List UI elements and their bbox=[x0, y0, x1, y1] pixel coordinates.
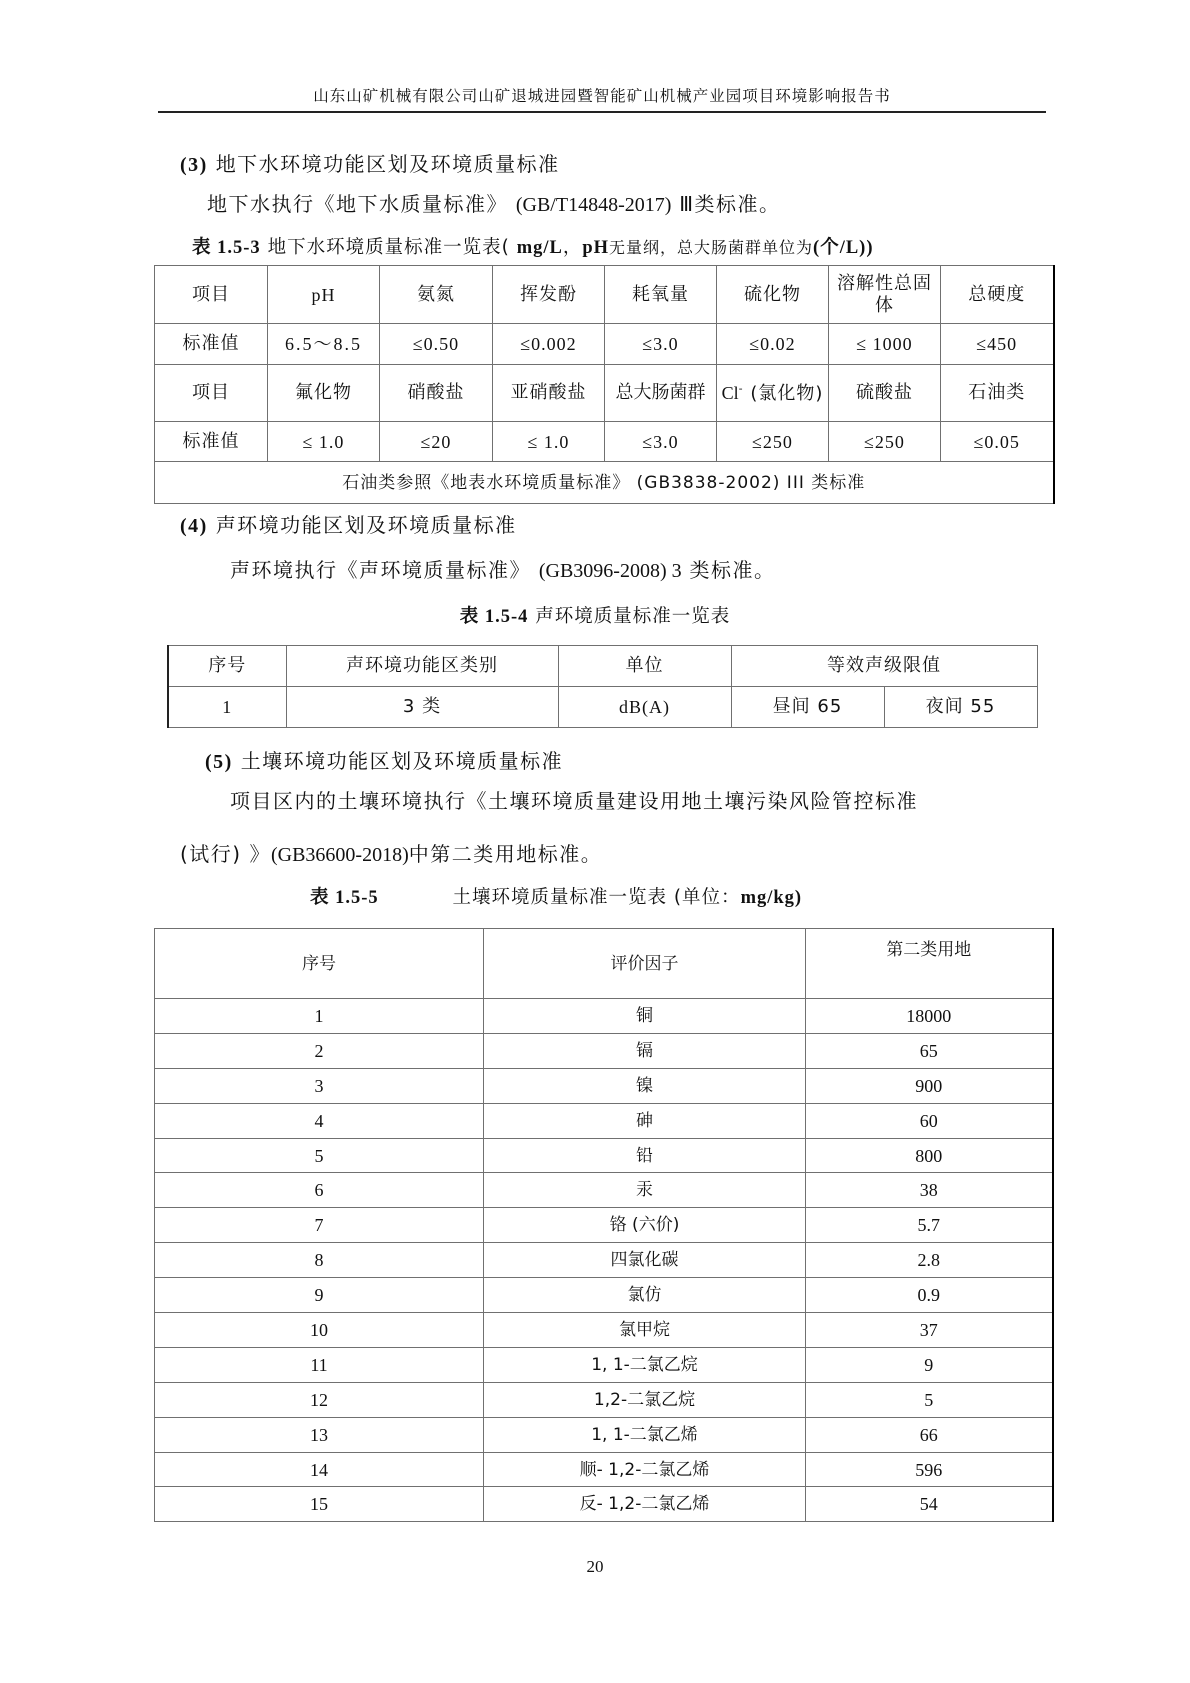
table-1-caption-paren: ( bbox=[501, 237, 510, 258]
value-cell: 0.9 bbox=[806, 1278, 1053, 1313]
row-index-cell: 2 bbox=[155, 1033, 484, 1068]
table-row bbox=[155, 1173, 1053, 1208]
page-number: 20 bbox=[586, 1557, 604, 1576]
table-header-cell: 序号 bbox=[155, 929, 484, 999]
factor-cell: 镍 bbox=[484, 1068, 806, 1103]
table-row bbox=[155, 1138, 1053, 1173]
value-cell: 596 bbox=[806, 1452, 1053, 1487]
table-cell: ≤250 bbox=[717, 422, 829, 462]
table-cell: ≤ 1000 bbox=[829, 324, 941, 365]
section-4-heading bbox=[180, 509, 517, 538]
header-divider bbox=[158, 111, 1046, 113]
table-1-caption-label: 表 1.5-3 bbox=[192, 238, 261, 258]
value-cell: 38 bbox=[806, 1173, 1053, 1208]
document-header-title: 山东山矿机械有限公司山矿退城进园暨智能矿山机械产业园项目环境影响报告书 bbox=[313, 87, 891, 105]
value-cell: 5.7 bbox=[806, 1208, 1053, 1243]
table-2-caption-title: 声环境质量标准一览表 bbox=[535, 606, 731, 627]
row-index-cell: 13 bbox=[155, 1417, 484, 1452]
section-4-standard-code: (GB3096-2008) 3 bbox=[538, 560, 682, 582]
table-cell: 标准值 bbox=[155, 324, 268, 365]
soil-table-body bbox=[155, 999, 1053, 1522]
row-index-cell: 3 bbox=[155, 1068, 484, 1103]
section-3-text-suffix: Ⅲ类标准。 bbox=[679, 192, 781, 216]
table-header-cell: 序号 bbox=[168, 646, 286, 687]
section-3-title: 地下水环境功能区划及环境质量标准 bbox=[215, 152, 560, 176]
value-cell: 18000 bbox=[806, 999, 1053, 1034]
table-cell: 总硬度 bbox=[941, 266, 1054, 324]
row-index-cell: 6 bbox=[155, 1173, 484, 1208]
table-header-cell: 第二类用地 bbox=[806, 929, 1053, 999]
table-cell: ≤3.0 bbox=[605, 422, 717, 462]
table-1-caption-note: 无量纲，总大肠菌群单位为 bbox=[609, 238, 814, 257]
table-row bbox=[155, 365, 1054, 422]
value-cell: 2.8 bbox=[806, 1243, 1053, 1278]
table-row bbox=[155, 1452, 1053, 1487]
section-5-paragraph-line-2 bbox=[180, 838, 602, 867]
noise-standard-table bbox=[167, 645, 1038, 728]
soil-standard-table bbox=[154, 928, 1054, 1522]
section-5-heading bbox=[205, 745, 563, 774]
factor-cell: 氯仿 bbox=[484, 1278, 806, 1313]
table-cell: 项目 bbox=[155, 266, 268, 324]
table-cell: pH bbox=[268, 266, 380, 324]
row-index-cell: 9 bbox=[155, 1278, 484, 1313]
table-row bbox=[155, 999, 1053, 1034]
section-4-text-suffix: 类标准。 bbox=[689, 558, 776, 582]
table-row bbox=[155, 1208, 1053, 1243]
table-cell: dB(A) bbox=[558, 687, 731, 728]
table-1-caption-title: 地下水环境质量标准一览表 bbox=[267, 237, 502, 258]
table-row bbox=[155, 1243, 1053, 1278]
table-row bbox=[155, 462, 1054, 504]
chloride-cell bbox=[717, 365, 829, 422]
factor-cell: 1,2-二氯乙烷 bbox=[484, 1382, 806, 1417]
value-cell: 9 bbox=[806, 1347, 1053, 1382]
section-3-heading bbox=[180, 148, 560, 177]
section-5-number: (5) bbox=[205, 751, 233, 773]
table-cell: ≤0.05 bbox=[941, 422, 1054, 462]
section-3-paragraph bbox=[207, 188, 781, 217]
section-4-number: (4) bbox=[180, 515, 208, 537]
table-row bbox=[155, 1278, 1053, 1313]
table-cell: ≤0.02 bbox=[717, 324, 829, 365]
table-row bbox=[155, 1382, 1053, 1417]
table-header-cell: 单位 bbox=[558, 646, 731, 687]
factor-cell: 砷 bbox=[484, 1103, 806, 1138]
chloride-symbol: Cl bbox=[721, 382, 739, 403]
row-index-cell: 4 bbox=[155, 1103, 484, 1138]
section-5-text-prefix: (试行) 》 bbox=[180, 842, 271, 866]
factor-cell: 铅 bbox=[484, 1138, 806, 1173]
table-cell: 硫化物 bbox=[717, 266, 829, 324]
table-3-caption-label: 表 1.5-5 bbox=[310, 888, 379, 908]
value-cell: 60 bbox=[806, 1103, 1053, 1138]
table-3-caption-unit: mg/kg) bbox=[740, 888, 803, 908]
value-cell: 900 bbox=[806, 1068, 1053, 1103]
table-cell: 1 bbox=[168, 687, 286, 728]
factor-cell: 顺- 1,2-二氯乙烯 bbox=[484, 1452, 806, 1487]
factor-cell: 铬 (六价) bbox=[484, 1208, 806, 1243]
table-cell: 溶解性总固体 bbox=[829, 266, 941, 324]
table-cell: 夜间 55 bbox=[884, 687, 1037, 728]
table-row bbox=[155, 1313, 1053, 1348]
table-row bbox=[155, 1417, 1053, 1452]
factor-cell: 1, 1-二氯乙烷 bbox=[484, 1347, 806, 1382]
chloride-charge: - bbox=[738, 381, 744, 395]
section-3-standard-code: (GB/T14848-2017) bbox=[515, 194, 672, 216]
table-header-cell: 等效声级限值 bbox=[731, 646, 1037, 687]
table-cell: ≤0.50 bbox=[380, 324, 493, 365]
table-header-cell: 评价因子 bbox=[484, 929, 806, 999]
row-index-cell: 5 bbox=[155, 1138, 484, 1173]
table-note: 石油类参照《地表水环境质量标准》 (GB3838-2002) III 类标准 bbox=[155, 462, 1054, 504]
table-1-caption-unit: mg/L bbox=[516, 238, 563, 258]
table-row bbox=[155, 1103, 1053, 1138]
value-cell: 5 bbox=[806, 1382, 1053, 1417]
table-cell: 石油类 bbox=[941, 365, 1054, 422]
section-4-text-prefix: 声环境执行《声环境质量标准》 bbox=[230, 558, 531, 582]
factor-cell: 镉 bbox=[484, 1033, 806, 1068]
table-cell: ≤ 1.0 bbox=[268, 422, 380, 462]
row-index-cell: 7 bbox=[155, 1208, 484, 1243]
section-5-title: 土壤环境功能区划及环境质量标准 bbox=[240, 749, 564, 773]
table-cell: 亚硝酸盐 bbox=[493, 365, 605, 422]
table-row bbox=[155, 422, 1054, 462]
table-cell: ≤250 bbox=[829, 422, 941, 462]
table-2-caption-label: 表 1.5-4 bbox=[459, 607, 529, 627]
section-3-text-prefix: 地下水执行《地下水质量标准》 bbox=[207, 192, 508, 216]
factor-cell: 反- 1,2-二氯乙烯 bbox=[484, 1487, 806, 1522]
section-5-standard-code: (GB36600-2018) bbox=[270, 844, 409, 866]
table-1-caption bbox=[192, 233, 874, 259]
table-cell: 挥发酚 bbox=[493, 266, 605, 324]
row-index-cell: 12 bbox=[155, 1382, 484, 1417]
section-5-paragraph-line-1: 项目区内的土壤环境执行《土壤环境质量建设用地土壤污染风险管控标准 bbox=[230, 789, 918, 813]
table-row bbox=[168, 646, 1037, 687]
row-index-cell: 1 bbox=[155, 999, 484, 1034]
section-4-title: 声环境功能区划及环境质量标准 bbox=[215, 513, 517, 537]
table-cell: 氨氮 bbox=[380, 266, 493, 324]
value-cell: 65 bbox=[806, 1033, 1053, 1068]
value-cell: 54 bbox=[806, 1487, 1053, 1522]
factor-cell: 汞 bbox=[484, 1173, 806, 1208]
factor-cell: 四氯化碳 bbox=[484, 1243, 806, 1278]
table-1-caption-ph: pH bbox=[582, 238, 610, 258]
table-cell: ≤ 1.0 bbox=[493, 422, 605, 462]
chloride-name: (氯化物) bbox=[743, 382, 824, 404]
table-cell: 昼间 65 bbox=[731, 687, 884, 728]
table-row bbox=[168, 687, 1037, 728]
table-row bbox=[155, 1033, 1053, 1068]
table-cell: ≤0.002 bbox=[493, 324, 605, 365]
section-4-paragraph bbox=[230, 554, 775, 583]
table-header-row bbox=[155, 929, 1053, 999]
table-1-caption-coliform-unit: (个/L)) bbox=[813, 238, 874, 258]
table-header-cell: 声环境功能区类别 bbox=[286, 646, 558, 687]
table-cell: 标准值 bbox=[155, 422, 268, 462]
table-row bbox=[155, 1068, 1053, 1103]
table-row bbox=[155, 1347, 1053, 1382]
table-row bbox=[155, 1487, 1053, 1522]
groundwater-standard-table bbox=[154, 265, 1055, 504]
factor-cell: 铜 bbox=[484, 999, 806, 1034]
row-index-cell: 10 bbox=[155, 1313, 484, 1348]
section-3-number: (3) bbox=[180, 154, 208, 176]
table-cell: 氟化物 bbox=[268, 365, 380, 422]
table-cell: 耗氧量 bbox=[605, 266, 717, 324]
row-index-cell: 15 bbox=[155, 1487, 484, 1522]
table-cell: 项目 bbox=[155, 365, 268, 422]
value-cell: 66 bbox=[806, 1417, 1053, 1452]
row-index-cell: 14 bbox=[155, 1452, 484, 1487]
row-index-cell: 11 bbox=[155, 1347, 484, 1382]
table-cell: ≤3.0 bbox=[605, 324, 717, 365]
table-row bbox=[155, 266, 1054, 324]
table-cell: 硝酸盐 bbox=[380, 365, 493, 422]
table-cell: 硫酸盐 bbox=[829, 365, 941, 422]
table-cell: 总大肠菌群 bbox=[605, 365, 717, 422]
table-cell: ≤20 bbox=[380, 422, 493, 462]
table-1-caption-sep: ， bbox=[562, 237, 583, 258]
value-cell: 800 bbox=[806, 1138, 1053, 1173]
table-3-caption bbox=[310, 883, 802, 909]
table-cell: ≤450 bbox=[941, 324, 1054, 365]
table-3-caption-title: 土壤环境质量标准一览表 (单位： bbox=[452, 887, 741, 908]
value-cell: 37 bbox=[806, 1313, 1053, 1348]
factor-cell: 氯甲烷 bbox=[484, 1313, 806, 1348]
table-cell: 6.5～8.5 bbox=[268, 324, 380, 365]
row-index-cell: 8 bbox=[155, 1243, 484, 1278]
table-row bbox=[155, 324, 1054, 365]
factor-cell: 1, 1-二氯乙烯 bbox=[484, 1417, 806, 1452]
table-cell: 3 类 bbox=[286, 687, 558, 728]
table-2-caption bbox=[0, 602, 1190, 628]
section-5-text-suffix: 中第二类用地标准。 bbox=[408, 842, 603, 866]
